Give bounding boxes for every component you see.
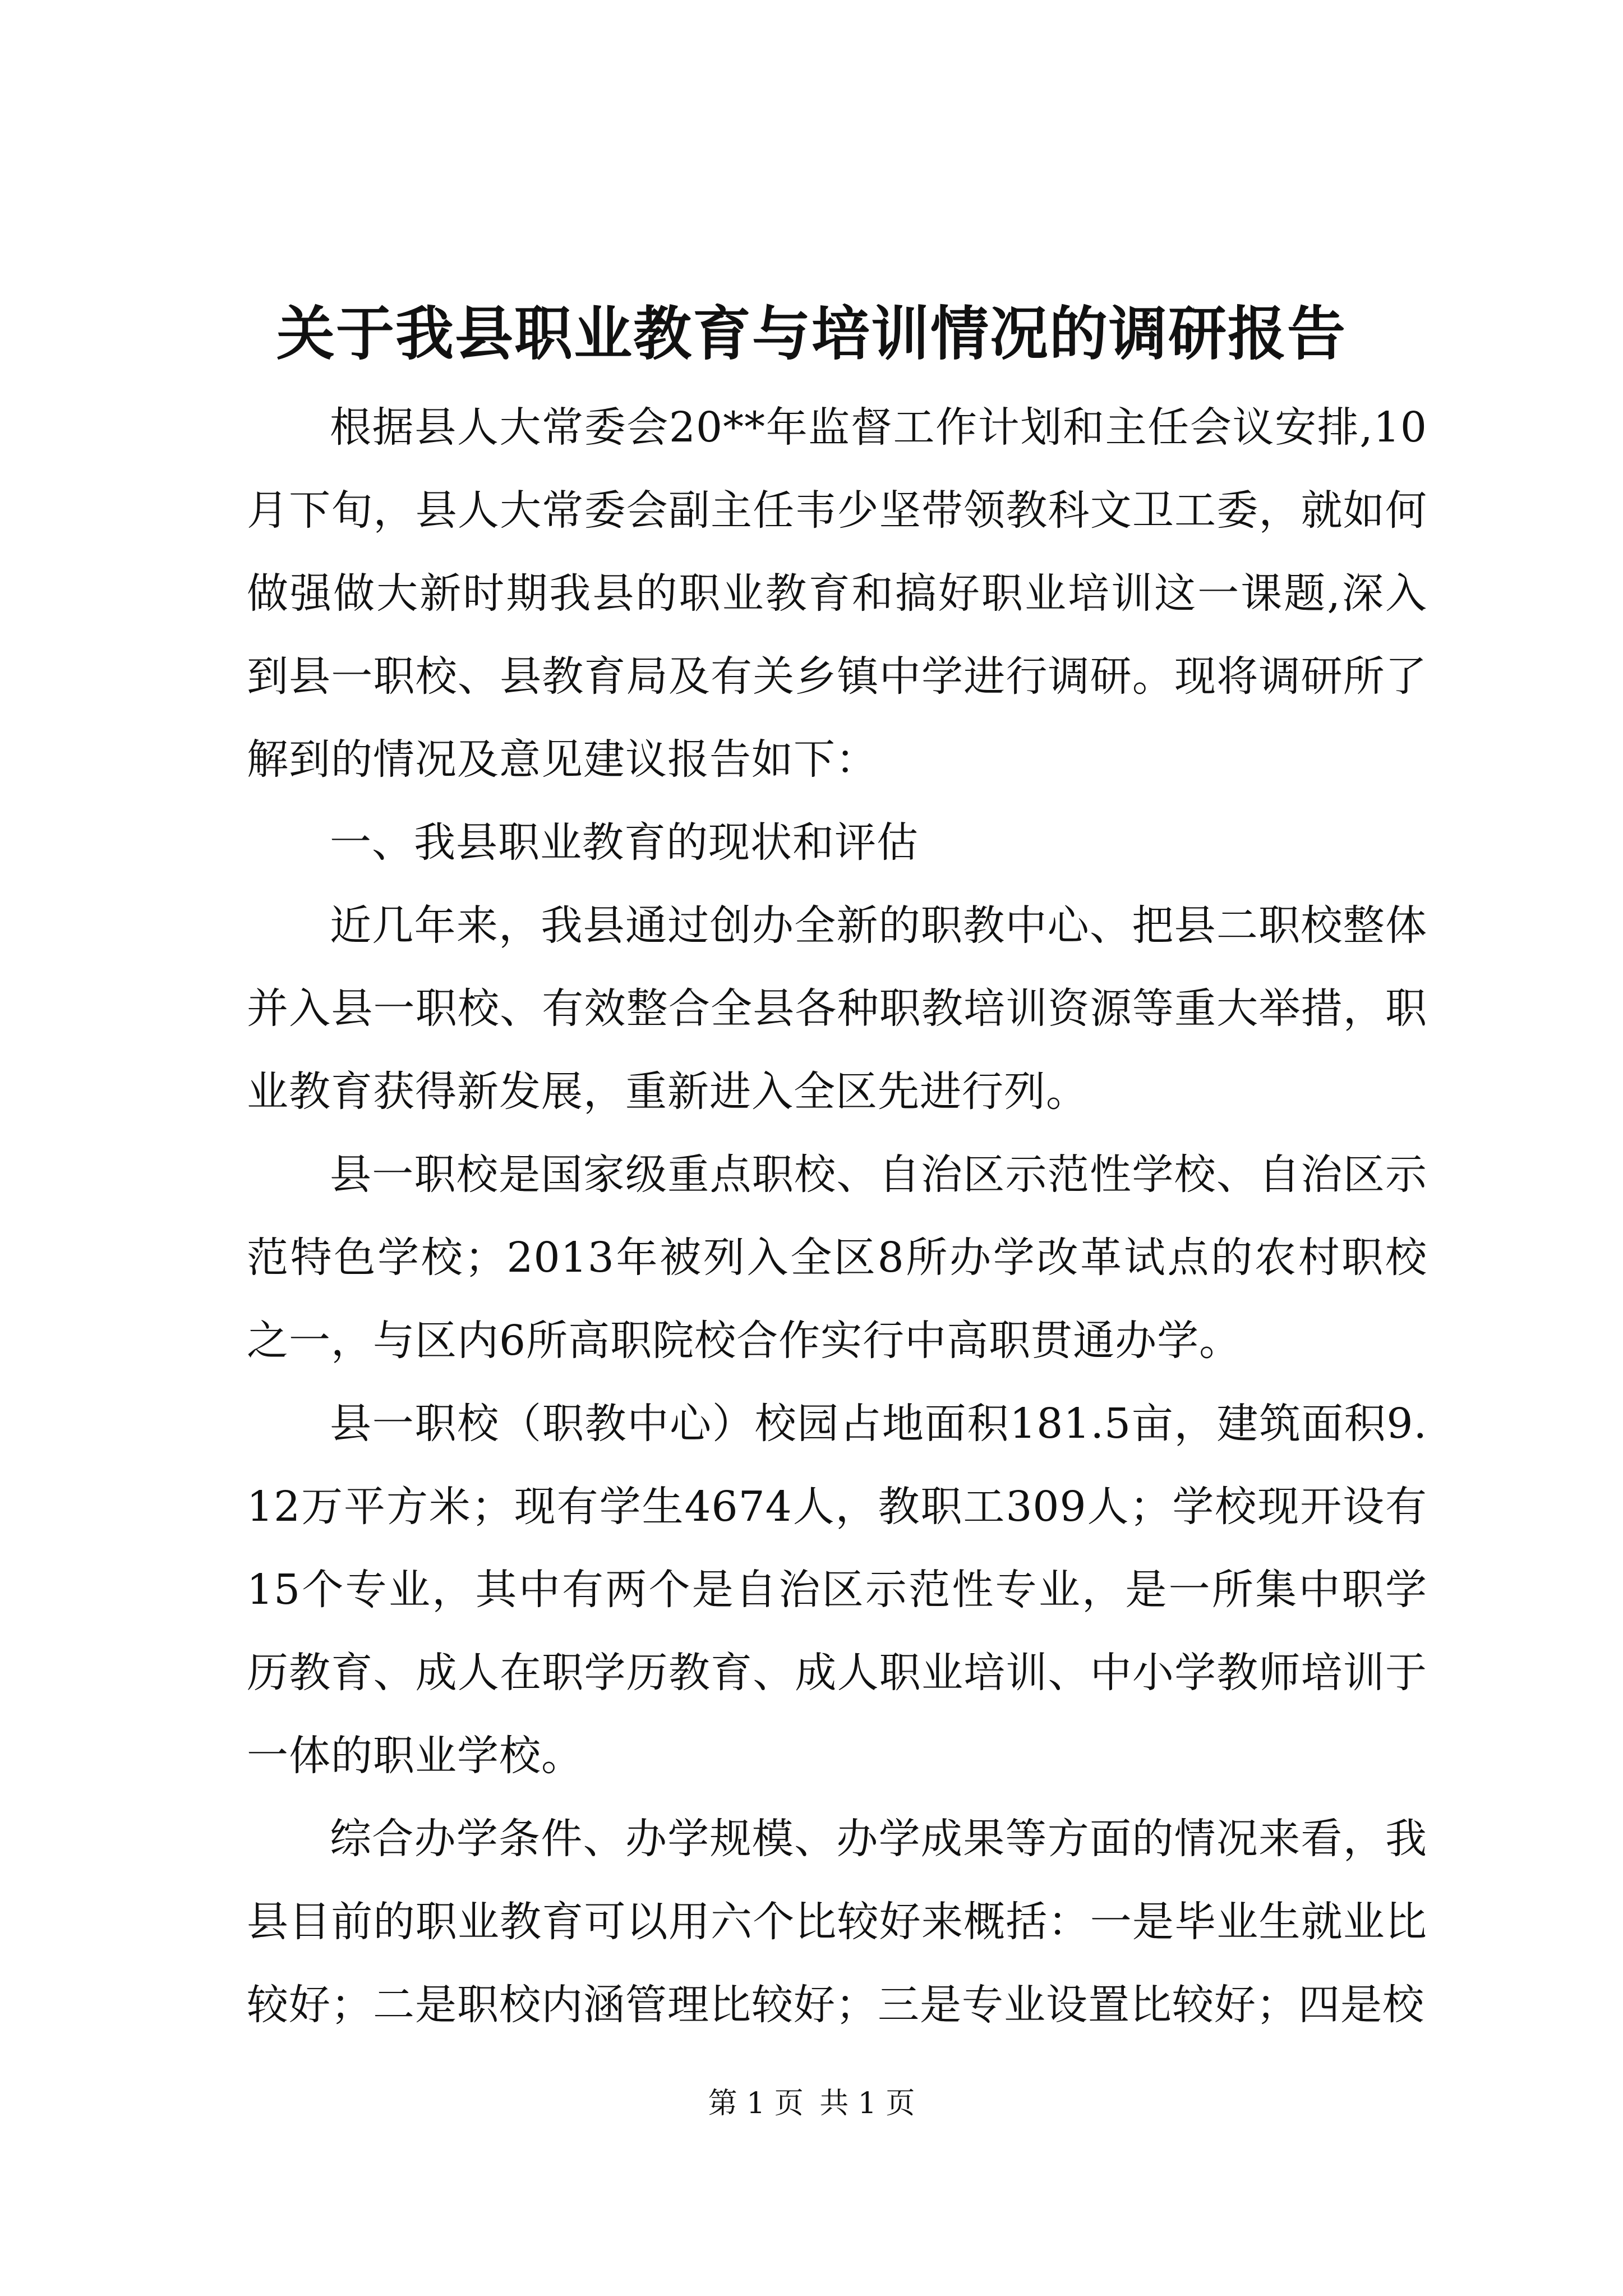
page-total: 共 1 页 (819, 2087, 915, 2120)
document-title: 关于我县职业教育与培训情况的调研报告 (276, 299, 1347, 368)
section-heading-1: 一、我县职业教育的现状和评估 (330, 818, 919, 867)
page-footer (0, 2084, 1623, 2123)
page-number: 第 1 页 (708, 2087, 804, 2120)
paragraph-overview: 近几年来，我县通过创办全新的职教中心、把县二职校整体并入县一职校、有效整合全县各种职教培训资源等重大举措，职业教育获得新发展，重新进入全区先进行列。 (247, 901, 1427, 1116)
paragraph-school-status: 县一职校是国家级重点职校、自治区示范性学校、自治区示范特色学校；2013年被列入全区8所办学改革试点的农村职校之一，与区内6所高职院校合作实行中高职贯通办学。 (247, 1151, 1427, 1365)
paragraph-intro: 根据县人大常委会20**年监督工作计划和主任会议安排,10月下旬，县人大常委会副主任韦少坚带领教科文卫工委，就如何做强做大新时期我县的职业教育和搞好职业培训这一课题,深入到县一职校、县教育局及有关乡镇中学进行调研。现将调研所了解到的情况及意见建议报告如下： (247, 403, 1427, 784)
document-body (247, 386, 1427, 2046)
paragraph-summary: 综合办学条件、办学规模、办学成果等方面的情况来看，我县目前的职业教育可以用六个比较好来概括：一是毕业生就业比较好；二是职校内涵管理比较好；三是专业设置比较好；四是校 (247, 1815, 1427, 2029)
paragraph-school-stats: 县一职校（职教中心）校园占地面积181.5亩，建筑面积9.12万平方米；现有学生4674人，教职工309人；学校现开设有15个专业，其中有两个是自治区示范性专业，是一所集中职学历教育、成人在职学历教育、成人职业培训、中小学教师培训于一体的职业学校。 (247, 1400, 1427, 1780)
